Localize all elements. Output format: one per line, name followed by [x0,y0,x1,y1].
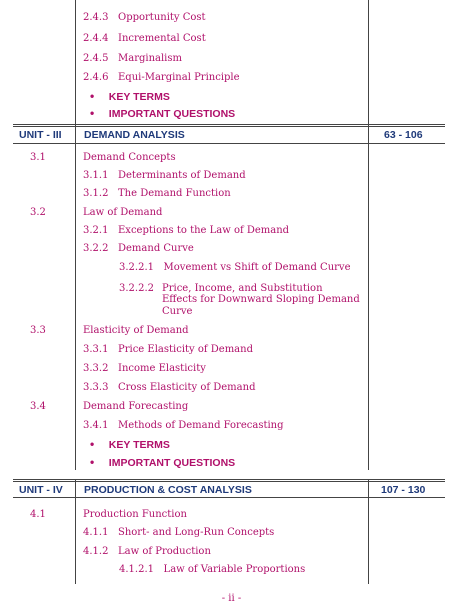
unit-4-top-rule [13,479,445,482]
toc-entry-3-1-2: 3.1.2 The Demand Function [83,188,231,199]
column-divider-left-unit4 [75,479,76,584]
toc-entry-3-3-3: 3.3.3 Cross Elasticity of Demand [83,382,256,393]
section-number-3-3: 3.3 [30,325,46,336]
unit-4-pages: 107 - 130 [381,484,426,496]
toc-entry-3-2-2-2-line-3: Curve [162,306,193,317]
toc-entry-3-2-2-2-number: 3.2.2.2 [119,283,154,294]
bullet-icon: • [90,89,95,103]
column-divider-right-top [368,0,369,124]
toc-entry-3-2-1: 3.2.1 Exceptions to the Law of Demand [83,225,290,236]
section-number-3-2: 3.2 [30,207,46,218]
section-title-3-4: Demand Forecasting [83,401,189,412]
section-number-3-4: 3.4 [30,401,46,412]
unit-3-pages: 63 - 106 [384,129,423,141]
page-number-footer: - ii - [221,593,242,604]
toc-entry-4-1-2: 4.1.2 Law of Production [83,546,211,557]
key-terms-item: • KEY TERMS [90,437,170,451]
toc-entry-2-4-4: 2.4.4 Incremental Cost [83,33,206,44]
toc-entry-2-4-3: 2.4.3 Opportunity Cost [83,12,206,23]
toc-entry-3-2-2-2-line-1: Price, Income, and Substitution [162,283,323,294]
toc-entry-3-3-1: 3.3.1 Price Elasticity of Demand [83,344,253,355]
bullet-icon: • [90,455,95,469]
section-title-3-3: Elasticity of Demand [83,325,189,336]
toc-entry-3-2-2-1: 3.2.2.1 Movement vs Shift of Demand Curve [119,262,351,273]
toc-entry-2-4-6: 2.4.6 Equi-Marginal Principle [83,72,240,83]
toc-entry-3-4-1: 3.4.1 Methods of Demand Forecasting [83,420,284,431]
unit-4-bottom-rule [13,497,445,498]
column-divider-right-unit3 [368,124,369,470]
important-questions-item: • IMPORTANT QUESTIONS [90,106,236,120]
important-questions-item: • IMPORTANT QUESTIONS [90,455,236,469]
bullet-icon: • [90,437,95,451]
unit-4-title: PRODUCTION & COST ANALYSIS [84,484,252,496]
unit-3-bottom-rule [13,143,445,144]
toc-entry-3-1-1: 3.1.1 Determinants of Demand [83,170,246,181]
toc-entry-3-2-2-2-line-2: Effects for Downward Sloping Demand [162,294,360,305]
section-number-4-1: 4.1 [30,509,46,520]
key-terms-item: • KEY TERMS [90,89,170,103]
column-divider-left-unit3 [75,124,76,470]
column-divider-left-top [75,0,76,124]
toc-entry-3-3-2: 3.3.2 Income Elasticity [83,363,206,374]
bullet-icon: • [90,106,95,120]
section-title-4-1: Production Function [83,509,187,520]
toc-entry-4-1-1: 4.1.1 Short- and Long-Run Concepts [83,527,275,538]
unit-3-label: UNIT - III [19,129,62,141]
column-divider-right-unit4 [368,479,369,584]
toc-entry-2-4-5: 2.4.5 Marginalism [83,53,182,64]
toc-entry-3-2-2: 3.2.2 Demand Curve [83,243,194,254]
unit-4-label: UNIT - IV [19,484,63,496]
unit-3-title: DEMAND ANALYSIS [84,129,185,141]
section-title-3-1: Demand Concepts [83,152,176,163]
unit-3-top-rule [13,124,445,127]
section-number-3-1: 3.1 [30,152,46,163]
section-title-3-2: Law of Demand [83,207,163,218]
toc-entry-4-1-2-1: 4.1.2.1 Law of Variable Proportions [119,564,306,575]
